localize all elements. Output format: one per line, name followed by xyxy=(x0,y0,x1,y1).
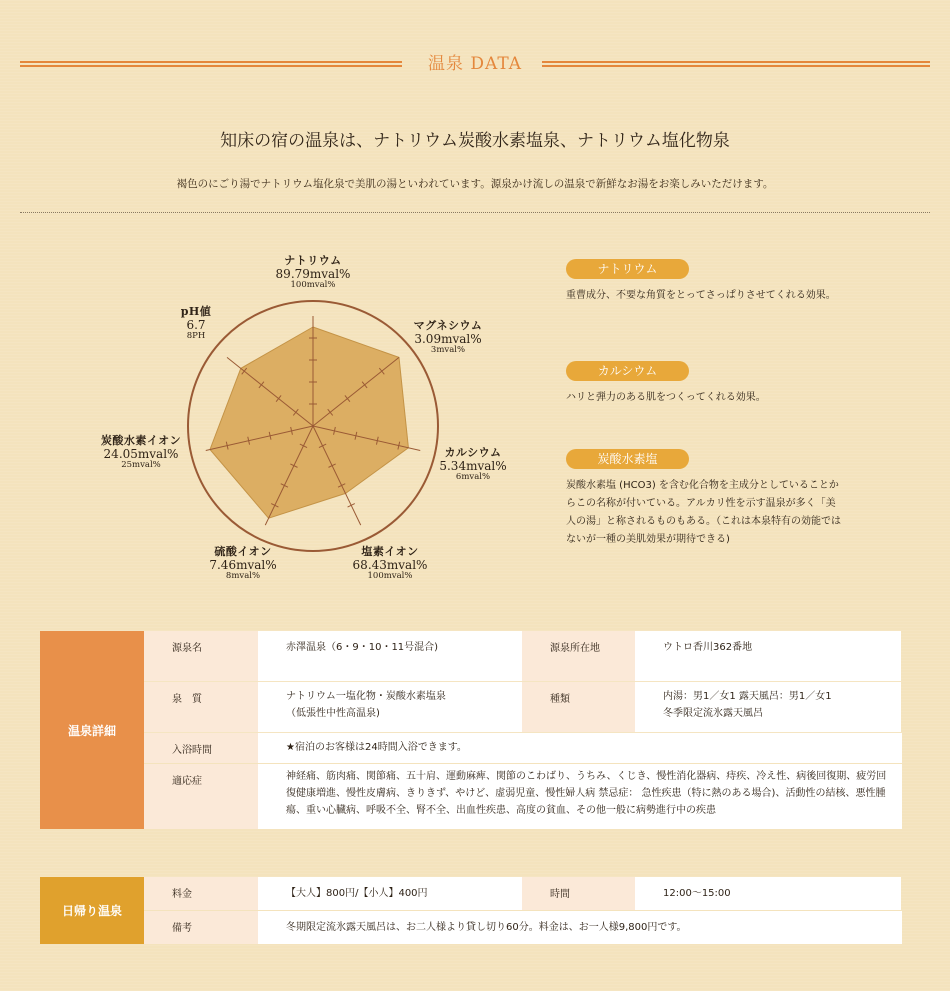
fee-value: 【大人】800円/【小人】400円 xyxy=(258,877,522,910)
info-desc-bicarbonate: 炭酸水素塩 (HCO3) を含む化合物を主成分としていることからこの名称が付いている。アルカリ性を示す温泉が多く「美人の湯」と称されるものもある。（これは本泉特有の効能ではないが一種の美肌効果が期待できる) xyxy=(566,480,841,545)
radar-label-calcium xyxy=(428,447,518,483)
location-label: 源泉所在地 xyxy=(522,631,635,681)
radar-label-sodium xyxy=(263,255,363,291)
dayuse-table xyxy=(40,877,901,944)
type-value xyxy=(635,682,901,732)
hours-value: ★宿泊のお客様は24時間入浴できます。 xyxy=(258,733,902,763)
source-value: 赤澤温泉（6・9・10・11号混合) xyxy=(258,631,522,681)
radar-axis-max: 3mval% xyxy=(430,345,466,356)
dayuse-heading: 日帰り温泉 xyxy=(40,877,144,944)
radar-axis-max: 6mval% xyxy=(455,472,491,483)
onsen-details-heading: 温泉詳細 xyxy=(40,631,144,829)
info-pill-bicarbonate: 炭酸水素塩 xyxy=(566,449,689,469)
radar-axis-value: 3.09mval% xyxy=(414,331,482,346)
source-label: 源泉名 xyxy=(144,631,258,681)
note-value: 冬期限定流氷露天風呂は、お二人様より貸し切り60分。料金は、お一人様9,800円です。 xyxy=(258,911,902,944)
indication-label: 適応症 xyxy=(144,764,258,829)
info-desc-calcium: ハリと弾力のある肌をつくってくれる効果。 xyxy=(566,392,766,403)
radar-label-chloride xyxy=(340,546,440,582)
radar-axis-value: 24.05mval% xyxy=(103,446,179,461)
headline: 知床の宿の温泉は、ナトリウム炭酸水素塩泉、ナトリウム塩化物泉 xyxy=(220,131,730,151)
table-row xyxy=(144,733,902,763)
info-pill-sodium: ナトリウム xyxy=(566,259,689,279)
radar-axis-name: 炭酸水素イオン xyxy=(100,434,182,447)
quality-value-line-2: （低張性中性高温泉) xyxy=(286,708,380,719)
radar-axis-value: 5.34mval% xyxy=(439,458,507,473)
radar-label-ph xyxy=(166,306,226,342)
radar-axis-max: 25mval% xyxy=(121,460,161,471)
radar-axis-max: 100mval% xyxy=(367,571,413,582)
radar-axis-name: 硫酸イオン xyxy=(214,545,272,558)
quality-label: 泉 質 xyxy=(144,682,258,732)
radar-axis-value: 68.43mval% xyxy=(352,557,428,572)
section-title: 温泉 DATA xyxy=(427,54,523,74)
radar-axis-name: pH値 xyxy=(180,305,212,318)
indication-value: 神経痛、筋肉痛、関節痛、五十肩、運動麻痺、関節のこわばり、うちみ、くじき、慢性消化器病、痔疾、冷え性、病後回復期、疲労回復健康増進、慢性皮膚病、きりきず、やけど、虚弱児童、慢性婦人病 禁忌症： 急性疾患（特に熱のある場合)、活動性の結核、悪性腫瘍、重い心臓病、呼吸不全、腎不全、出血性疾患、高度の貧血、その他一般に病勢進行中の疾患 xyxy=(258,764,902,829)
note-label: 備考 xyxy=(144,911,258,944)
time-label: 時間 xyxy=(522,877,635,910)
onsen-details-table xyxy=(40,631,901,829)
radar-axis-value: 7.46mval% xyxy=(209,557,277,572)
location-value: ウトロ香川362番地 xyxy=(635,631,901,681)
table-row xyxy=(144,682,901,732)
radar-axis-name: 塩素イオン xyxy=(361,545,419,558)
time-value: 12:00〜15:00 xyxy=(635,877,901,910)
radar-axis-name: マグネシウム xyxy=(413,319,483,332)
info-desc-sodium: 重曹成分、不要な角質をとってさっぱりさせてくれる効果。 xyxy=(566,290,836,301)
quality-value-line-1: ナトリウム一塩化物・炭酸水素塩泉 xyxy=(286,691,446,702)
hours-label: 入浴時間 xyxy=(144,733,258,763)
radar-axis-value: 6.7 xyxy=(186,317,206,332)
type-label: 種類 xyxy=(522,682,635,732)
subline: 褐色のにごり湯でナトリウム塩化泉で美肌の湯といわれています。源泉かけ流しの温泉で新鮮なお湯をお楽しみいただけます。 xyxy=(176,178,774,190)
radar-label-bicarbonate xyxy=(86,435,196,471)
radar-axis-name: ナトリウム xyxy=(284,254,342,267)
table-row xyxy=(144,764,902,829)
quality-value xyxy=(258,682,522,732)
type-value-line-2: 冬季限定流氷露天風呂 xyxy=(663,708,763,719)
radar-tick xyxy=(348,504,355,507)
radar-label-sulfate xyxy=(193,546,293,582)
radar-axis-max: 100mval% xyxy=(290,280,336,291)
radar-axis-value: 89.79mval% xyxy=(275,266,351,281)
table-row xyxy=(144,911,902,944)
fee-label: 料金 xyxy=(144,877,258,910)
radar-axis-name: カルシウム xyxy=(444,446,502,459)
table-row xyxy=(144,877,901,910)
radar-axis-max: 8mval% xyxy=(225,571,261,582)
radar-label-magnesium xyxy=(393,320,503,356)
table-row xyxy=(144,631,901,681)
type-value-line-1: 内湯：男1／女1 露天風呂：男1／女1 xyxy=(663,691,832,702)
radar-axis-max: 8PH xyxy=(186,331,206,342)
info-pill-calcium: カルシウム xyxy=(566,361,689,381)
